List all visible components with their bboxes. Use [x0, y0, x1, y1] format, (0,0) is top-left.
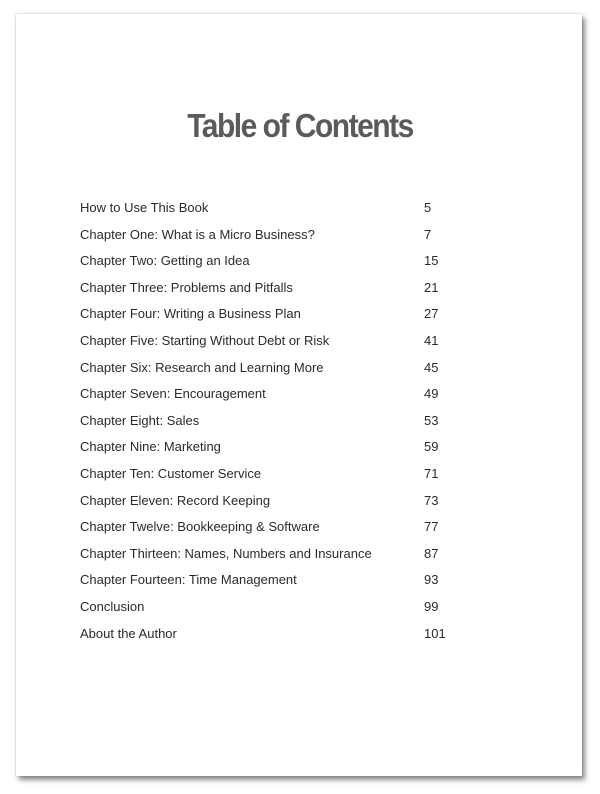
toc-entry: [80, 544, 480, 571]
toc-entry: [80, 304, 480, 331]
toc-entry: [80, 251, 480, 278]
toc-entry-label: How to Use This Book: [80, 200, 209, 215]
toc-entry-label: Chapter Three: Problems and Pitfalls: [80, 279, 293, 295]
toc-entry-page: 5: [424, 200, 432, 215]
toc-entry: [80, 331, 480, 358]
toc-entry-label: Chapter Four: Writing a Business Plan: [80, 306, 301, 322]
toc-entry: [80, 198, 480, 225]
toc-entry-label: Chapter Ten: Customer Service: [80, 465, 262, 481]
toc-entry-page: 101: [424, 625, 446, 641]
toc-entry-page: 73: [424, 492, 439, 508]
toc-entry-page: 71: [424, 465, 439, 481]
toc-entry-label: Chapter Fourteen: Time Management: [80, 572, 297, 588]
toc-entry-page: 7: [424, 226, 432, 242]
page-title: Table of Contents: [187, 108, 413, 145]
toc-entry-page: 15: [424, 253, 439, 269]
toc-entry-label: Chapter Two: Getting an Idea: [80, 253, 250, 269]
toc-entry-page: 41: [424, 332, 439, 348]
toc-entry: [80, 624, 480, 651]
toc-entry: [80, 491, 480, 518]
toc-entry-page: 99: [424, 598, 439, 614]
toc-entry-page: 77: [424, 519, 439, 535]
toc-entry: [80, 437, 480, 464]
toc-entry-label: Chapter Eight: Sales: [80, 412, 200, 428]
toc-entry-page: 93: [424, 572, 439, 588]
toc-entry: [80, 570, 480, 597]
toc-entry: [80, 517, 480, 544]
toc-entry-label: Chapter Nine: Marketing: [80, 439, 221, 455]
toc-entry-label: Chapter One: What is a Micro Business?: [80, 226, 315, 242]
toc-entry-label: Chapter Thirteen: Names, Numbers and Insurance: [80, 545, 372, 561]
toc-entry-page: 45: [424, 359, 439, 375]
toc-entry-label: Conclusion: [80, 598, 145, 614]
toc-entry: [80, 597, 480, 624]
toc-entry-page: 27: [424, 306, 439, 322]
toc-entry-label: About the Author: [80, 625, 177, 641]
toc-entry-label: Chapter Five: Starting Without Debt or Risk: [80, 332, 330, 348]
toc-entry-page: 49: [424, 386, 439, 402]
table-of-contents: [80, 198, 480, 650]
toc-entry-page: 53: [424, 412, 439, 428]
toc-entry-label: Chapter Seven: Encouragement: [80, 386, 266, 402]
toc-entry: [80, 278, 480, 305]
toc-entry: [80, 225, 480, 252]
toc-entry: [80, 464, 480, 491]
toc-entry-label: Chapter Eleven: Record Keeping: [80, 492, 271, 508]
toc-entry-page: 21: [424, 279, 439, 295]
toc-entry: [80, 411, 480, 438]
toc-entry: [80, 358, 480, 385]
toc-entry-label: Chapter Six: Research and Learning More: [80, 359, 324, 375]
toc-entry-label: Chapter Twelve: Bookkeeping & Software: [80, 519, 320, 535]
toc-entry-page: 87: [424, 545, 439, 561]
toc-entry-page: 59: [424, 439, 439, 455]
toc-entry: [80, 384, 480, 411]
